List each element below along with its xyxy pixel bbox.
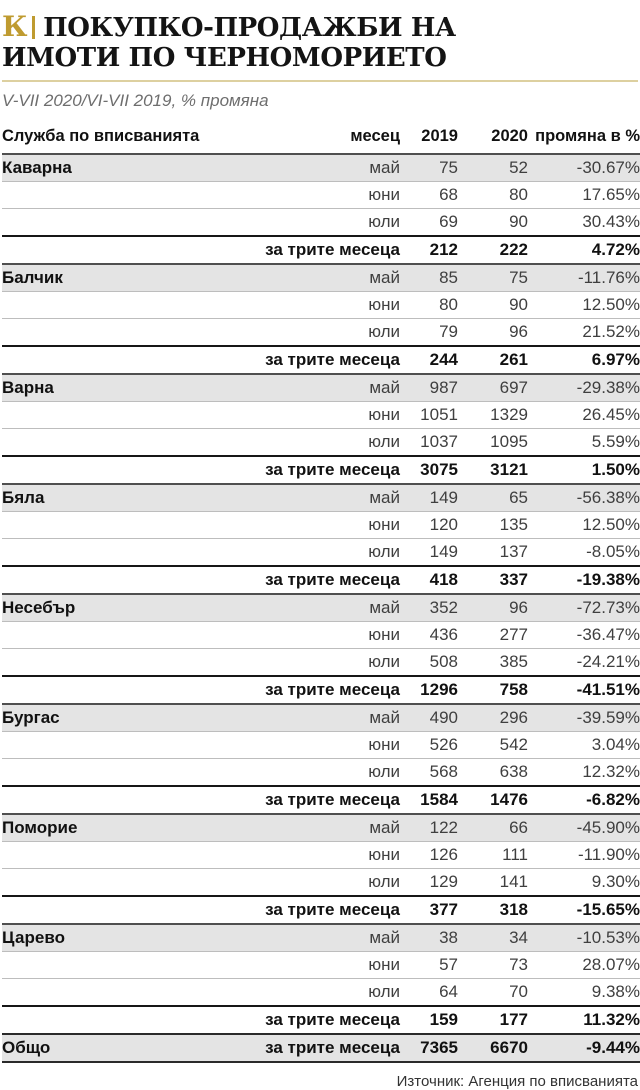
table-row — [2, 209, 640, 237]
table-row — [2, 676, 640, 704]
value-2019-cell: 352 — [400, 594, 458, 622]
table-row — [2, 319, 640, 347]
table-row — [2, 456, 640, 484]
value-2020-cell: 52 — [458, 154, 528, 182]
city-cell: Поморие — [2, 814, 210, 842]
value-2020-cell: 296 — [458, 704, 528, 732]
city-cell — [2, 1006, 210, 1034]
value-2019-cell: 244 — [400, 346, 458, 374]
value-2019-cell: 64 — [400, 979, 458, 1007]
records-table — [2, 113, 640, 1063]
city-cell — [2, 209, 210, 237]
source-note: Източник: Агенция по вписванията — [396, 1073, 638, 1090]
value-2019-cell: 1296 — [400, 676, 458, 704]
city-cell: Общо — [2, 1034, 210, 1062]
month-cell: юли — [210, 539, 400, 567]
month-cell: за трите месеца — [210, 676, 400, 704]
value-2020-cell: 75 — [458, 264, 528, 292]
month-cell: май — [210, 484, 400, 512]
month-cell: юли — [210, 869, 400, 897]
city-cell: Каварна — [2, 154, 210, 182]
value-2020-cell: 135 — [458, 512, 528, 539]
change-cell: -56.38% — [528, 484, 640, 512]
value-2020-cell: 177 — [458, 1006, 528, 1034]
month-cell: май — [210, 374, 400, 402]
value-2019-cell: 159 — [400, 1006, 458, 1034]
change-cell: 21.52% — [528, 319, 640, 347]
value-2019-cell: 1584 — [400, 786, 458, 814]
month-cell: за трите месеца — [210, 1006, 400, 1034]
value-2020-cell: 318 — [458, 896, 528, 924]
month-cell: май — [210, 924, 400, 952]
change-cell: -41.51% — [528, 676, 640, 704]
value-2019-cell: 508 — [400, 649, 458, 677]
change-cell: 5.59% — [528, 429, 640, 457]
city-cell — [2, 869, 210, 897]
change-cell: 12.50% — [528, 292, 640, 319]
value-2019-cell: 80 — [400, 292, 458, 319]
capital-logo: К — [2, 10, 28, 43]
table-row — [2, 292, 640, 319]
table-row — [2, 566, 640, 594]
month-cell: май — [210, 704, 400, 732]
value-2020-cell: 385 — [458, 649, 528, 677]
col-header-2020: 2020 — [491, 127, 528, 145]
city-cell — [2, 292, 210, 319]
value-2020-cell: 1329 — [458, 402, 528, 429]
month-cell: май — [210, 594, 400, 622]
city-cell — [2, 979, 210, 1007]
table-row — [2, 896, 640, 924]
city-cell — [2, 622, 210, 649]
value-2020-cell: 34 — [458, 924, 528, 952]
city-cell — [2, 402, 210, 429]
table-row — [2, 814, 640, 842]
change-cell: -19.38% — [528, 566, 640, 594]
month-cell: юли — [210, 319, 400, 347]
table-row — [2, 924, 640, 952]
month-cell: май — [210, 264, 400, 292]
value-2020-cell: 542 — [458, 732, 528, 759]
table-row — [2, 732, 640, 759]
subtitle: V-VII 2020/VI-VII 2019, % промяна — [2, 91, 269, 110]
month-cell: юни — [210, 182, 400, 209]
month-cell: за трите месеца — [210, 346, 400, 374]
change-cell: -39.59% — [528, 704, 640, 732]
city-cell — [2, 182, 210, 209]
change-cell: 9.38% — [528, 979, 640, 1007]
change-cell: -8.05% — [528, 539, 640, 567]
table-row — [2, 512, 640, 539]
value-2020-cell: 1476 — [458, 786, 528, 814]
value-2020-cell: 1095 — [458, 429, 528, 457]
value-2020-cell: 141 — [458, 869, 528, 897]
gold-rule — [2, 80, 638, 82]
table-row — [2, 154, 640, 182]
month-cell: за трите месеца — [210, 566, 400, 594]
value-2020-cell: 758 — [458, 676, 528, 704]
month-cell: юли — [210, 649, 400, 677]
change-cell: -10.53% — [528, 924, 640, 952]
change-cell: -15.65% — [528, 896, 640, 924]
value-2019-cell: 149 — [400, 539, 458, 567]
change-cell: 30.43% — [528, 209, 640, 237]
value-2019-cell: 1051 — [400, 402, 458, 429]
value-2020-cell: 96 — [458, 319, 528, 347]
month-cell: юли — [210, 759, 400, 787]
table-row — [2, 374, 640, 402]
month-cell: юли — [210, 429, 400, 457]
change-cell: -72.73% — [528, 594, 640, 622]
change-cell: -6.82% — [528, 786, 640, 814]
change-cell: -36.47% — [528, 622, 640, 649]
value-2020-cell: 90 — [458, 292, 528, 319]
table-row — [2, 264, 640, 292]
change-cell: 28.07% — [528, 952, 640, 979]
value-2020-cell: 80 — [458, 182, 528, 209]
value-2019-cell: 377 — [400, 896, 458, 924]
value-2019-cell: 75 — [400, 154, 458, 182]
title-text-1: ПОКУПКО-ПРОДАЖБИ НА — [43, 13, 456, 43]
city-cell: Несебър — [2, 594, 210, 622]
value-2019-cell: 129 — [400, 869, 458, 897]
value-2019-cell: 69 — [400, 209, 458, 237]
month-cell: юни — [210, 292, 400, 319]
table-row — [2, 759, 640, 787]
month-cell: за трите месеца — [210, 456, 400, 484]
city-cell — [2, 896, 210, 924]
value-2019-cell: 122 — [400, 814, 458, 842]
value-2019-cell: 490 — [400, 704, 458, 732]
city-cell — [2, 786, 210, 814]
col-header-office: Служба по вписванията — [2, 127, 200, 145]
change-cell: -11.76% — [528, 264, 640, 292]
change-cell: 4.72% — [528, 236, 640, 264]
city-cell — [2, 676, 210, 704]
value-2019-cell: 987 — [400, 374, 458, 402]
month-cell: юни — [210, 622, 400, 649]
table-header-row — [2, 113, 640, 154]
change-cell: -9.44% — [528, 1034, 640, 1062]
change-cell: 6.97% — [528, 346, 640, 374]
table-row — [2, 402, 640, 429]
table-row — [2, 979, 640, 1007]
value-2019-cell: 68 — [400, 182, 458, 209]
table-row — [2, 1034, 640, 1062]
month-cell: юли — [210, 979, 400, 1007]
value-2020-cell: 222 — [458, 236, 528, 264]
value-2019-cell: 126 — [400, 842, 458, 869]
city-cell — [2, 732, 210, 759]
page-title — [2, 12, 638, 73]
month-cell: юни — [210, 952, 400, 979]
city-cell — [2, 236, 210, 264]
city-cell — [2, 539, 210, 567]
value-2020-cell: 337 — [458, 566, 528, 594]
city-cell: Царево — [2, 924, 210, 952]
month-cell: юли — [210, 209, 400, 237]
value-2020-cell: 111 — [458, 842, 528, 869]
table-row — [2, 952, 640, 979]
value-2020-cell: 3121 — [458, 456, 528, 484]
change-cell: -24.21% — [528, 649, 640, 677]
month-cell: юни — [210, 732, 400, 759]
value-2020-cell: 697 — [458, 374, 528, 402]
change-cell: -30.67% — [528, 154, 640, 182]
city-cell — [2, 319, 210, 347]
change-cell: 11.32% — [528, 1006, 640, 1034]
change-cell: 12.32% — [528, 759, 640, 787]
col-header-2019: 2019 — [421, 127, 458, 145]
month-cell: юни — [210, 402, 400, 429]
change-cell: -29.38% — [528, 374, 640, 402]
value-2019-cell: 3075 — [400, 456, 458, 484]
month-cell: за трите месеца — [210, 786, 400, 814]
table-row — [2, 429, 640, 457]
table-row — [2, 484, 640, 512]
value-2019-cell: 436 — [400, 622, 458, 649]
value-2019-cell: 85 — [400, 264, 458, 292]
city-cell — [2, 429, 210, 457]
change-cell: -45.90% — [528, 814, 640, 842]
table-row — [2, 346, 640, 374]
table-row — [2, 594, 640, 622]
title-text-2: ИМОТИ ПО ЧЕРНОМОРИЕТО — [2, 43, 447, 73]
city-cell: Бяла — [2, 484, 210, 512]
table-row — [2, 539, 640, 567]
col-header-month: месец — [350, 127, 400, 145]
table-row — [2, 1006, 640, 1034]
table-row — [2, 622, 640, 649]
value-2019-cell: 57 — [400, 952, 458, 979]
value-2020-cell: 6670 — [458, 1034, 528, 1062]
value-2020-cell: 638 — [458, 759, 528, 787]
value-2019-cell: 212 — [400, 236, 458, 264]
table-row — [2, 236, 640, 264]
value-2019-cell: 149 — [400, 484, 458, 512]
logo-divider — [32, 16, 35, 39]
month-cell: юни — [210, 512, 400, 539]
city-cell — [2, 842, 210, 869]
value-2020-cell: 96 — [458, 594, 528, 622]
table-row — [2, 182, 640, 209]
month-cell: юни — [210, 842, 400, 869]
value-2020-cell: 73 — [458, 952, 528, 979]
value-2019-cell: 568 — [400, 759, 458, 787]
table-row — [2, 842, 640, 869]
month-cell: май — [210, 154, 400, 182]
month-cell: май — [210, 814, 400, 842]
city-cell: Бургас — [2, 704, 210, 732]
city-cell — [2, 952, 210, 979]
table-row — [2, 786, 640, 814]
value-2020-cell: 261 — [458, 346, 528, 374]
table-row — [2, 649, 640, 677]
value-2020-cell: 70 — [458, 979, 528, 1007]
value-2019-cell: 1037 — [400, 429, 458, 457]
month-cell: за трите месеца — [210, 236, 400, 264]
value-2020-cell: 277 — [458, 622, 528, 649]
table-body — [2, 154, 640, 1062]
city-cell — [2, 346, 210, 374]
title-line-1 — [2, 12, 638, 43]
col-header-change: промяна в % — [535, 127, 640, 145]
change-cell: 12.50% — [528, 512, 640, 539]
value-2019-cell: 79 — [400, 319, 458, 347]
change-cell: 3.04% — [528, 732, 640, 759]
city-cell — [2, 456, 210, 484]
change-cell: 17.65% — [528, 182, 640, 209]
change-cell: 1.50% — [528, 456, 640, 484]
value-2020-cell: 66 — [458, 814, 528, 842]
month-cell: за трите месеца — [210, 1034, 400, 1062]
table-row — [2, 869, 640, 897]
month-cell: за трите месеца — [210, 896, 400, 924]
value-2019-cell: 418 — [400, 566, 458, 594]
table-row — [2, 704, 640, 732]
change-cell: 9.30% — [528, 869, 640, 897]
change-cell: 26.45% — [528, 402, 640, 429]
value-2020-cell: 65 — [458, 484, 528, 512]
change-cell: -11.90% — [528, 842, 640, 869]
city-cell — [2, 649, 210, 677]
value-2019-cell: 526 — [400, 732, 458, 759]
city-cell — [2, 512, 210, 539]
value-2020-cell: 137 — [458, 539, 528, 567]
city-cell — [2, 566, 210, 594]
value-2019-cell: 120 — [400, 512, 458, 539]
value-2020-cell: 90 — [458, 209, 528, 237]
city-cell: Варна — [2, 374, 210, 402]
value-2019-cell: 7365 — [400, 1034, 458, 1062]
city-cell — [2, 759, 210, 787]
city-cell: Балчик — [2, 264, 210, 292]
value-2019-cell: 38 — [400, 924, 458, 952]
